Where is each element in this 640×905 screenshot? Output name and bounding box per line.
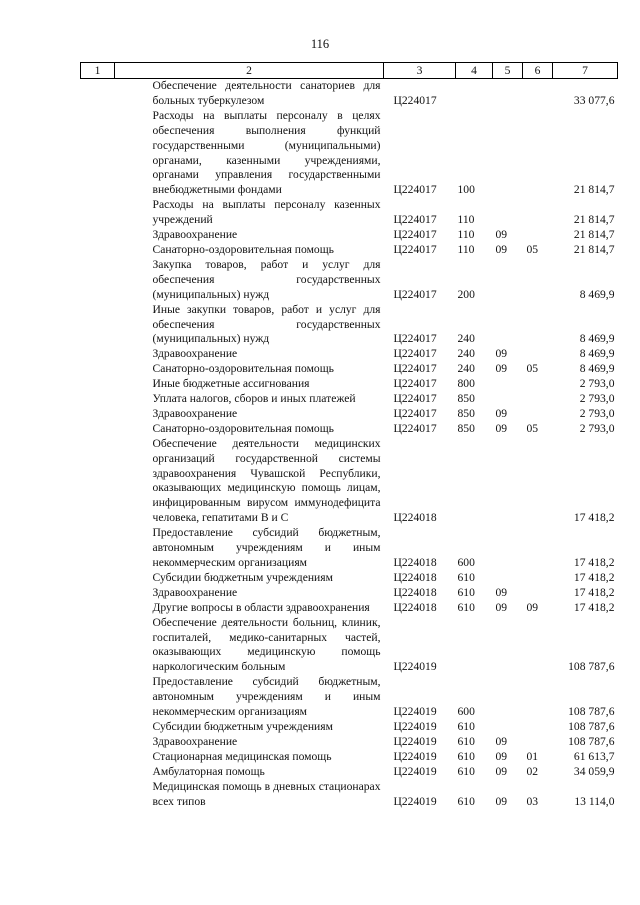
row-amount: 33 077,6 — [573, 93, 615, 107]
row-subsection — [523, 347, 553, 362]
row-amount: 2 793,0 — [579, 377, 615, 391]
row-expense-type: 610 — [457, 764, 475, 778]
row-subsection — [523, 586, 553, 601]
row-blank-cell — [81, 616, 115, 676]
row-blank-cell — [81, 362, 115, 377]
row-subsection — [523, 109, 553, 198]
table-row — [81, 362, 618, 377]
row-subsection: 09 — [526, 600, 539, 614]
row-blank-cell — [81, 243, 115, 258]
row-section — [493, 571, 523, 586]
row-target-code: Ц224017 — [393, 287, 437, 301]
row-amount: 108 787,6 — [568, 660, 615, 674]
row-expense-type: 610 — [457, 794, 475, 808]
row-description: Стационарная медицинская помощь — [152, 749, 332, 763]
row-amount: 17 418,2 — [573, 600, 615, 614]
row-amount: 2 793,0 — [579, 421, 615, 435]
table-row — [81, 258, 618, 303]
row-description: Медицинская помощь в дневных стационарах всех типов — [152, 779, 381, 808]
budget-table — [80, 62, 618, 809]
row-target-code: Ц224017 — [393, 183, 437, 197]
row-expense-type: 610 — [457, 585, 475, 599]
table-row — [81, 228, 618, 243]
row-amount: 21 814,7 — [573, 213, 615, 227]
table-row — [81, 198, 618, 228]
row-description: Уплата налогов, сборов и иных платежей — [152, 392, 356, 406]
row-description: Санаторно-оздоровительная помощь — [152, 421, 334, 435]
row-target-code: Ц224017 — [393, 421, 437, 435]
row-blank-cell — [81, 780, 115, 810]
row-section: 09 — [495, 362, 508, 376]
row-amount: 17 418,2 — [573, 511, 615, 525]
row-expense-type — [456, 616, 493, 676]
row-description: Обеспечение деятельности медицинских организаций государственной системы здравоохранения Чувашской Республики, оказывающих медицинскую помощь лицам, инфицированным вирусом иммунодефицита человека, гепатитами B и C — [152, 436, 381, 525]
row-blank-cell — [81, 720, 115, 735]
row-section: 09 — [495, 764, 508, 778]
row-expense-type: 240 — [457, 347, 475, 361]
row-section: 09 — [495, 347, 508, 361]
column-number-header — [81, 63, 618, 79]
row-subsection — [523, 79, 553, 109]
row-expense-type: 240 — [457, 332, 475, 346]
row-amount: 61 613,7 — [573, 749, 615, 763]
row-section: 09 — [495, 406, 508, 420]
row-subsection: 02 — [526, 764, 539, 778]
table-row — [81, 79, 618, 109]
table-row — [81, 407, 618, 422]
row-expense-type: 610 — [457, 600, 475, 614]
row-subsection: 01 — [526, 749, 539, 763]
table-row — [81, 109, 618, 198]
row-section: 09 — [495, 421, 508, 435]
row-expense-type: 240 — [457, 362, 475, 376]
row-section: 09 — [495, 228, 508, 242]
row-subsection — [523, 407, 553, 422]
table-row — [81, 303, 618, 348]
row-target-code: Ц224018 — [393, 600, 437, 614]
header-cell: 7 — [553, 63, 618, 79]
row-description: Здравоохранение — [152, 585, 238, 599]
row-description: Субсидии бюджетным учреждениям — [152, 719, 333, 733]
row-amount: 21 814,7 — [573, 242, 615, 256]
row-target-code: Ц224017 — [393, 332, 437, 346]
row-blank-cell — [81, 79, 115, 109]
table-row — [81, 571, 618, 586]
row-expense-type: 110 — [457, 213, 475, 227]
row-subsection: 05 — [526, 421, 539, 435]
row-description: Здравоохранение — [152, 734, 238, 748]
row-expense-type: 610 — [457, 719, 475, 733]
row-section — [493, 198, 523, 228]
row-expense-type: 800 — [457, 377, 475, 391]
row-blank-cell — [81, 377, 115, 392]
row-description: Здравоохранение — [152, 347, 238, 361]
row-description: Закупка товаров, работ и услуг для обеспечения государственных (муниципальных) нужд — [152, 257, 381, 301]
row-description: Обеспечение деятельности больниц, клиник, госпиталей, медико-санитарных частей, оказывающих медицинскую помощь наркологическим больным — [152, 615, 381, 674]
row-target-code: Ц224019 — [393, 660, 437, 674]
row-expense-type: 110 — [457, 228, 475, 242]
row-target-code: Ц224018 — [393, 570, 437, 584]
row-amount: 21 814,7 — [573, 228, 615, 242]
table-row — [81, 437, 618, 526]
header-cell: 5 — [493, 63, 523, 79]
row-blank-cell — [81, 258, 115, 303]
row-amount: 17 418,2 — [573, 556, 615, 569]
table-row — [81, 526, 618, 571]
row-expense-type: 850 — [457, 421, 475, 435]
row-expense-type: 100 — [457, 183, 475, 197]
row-amount: 108 787,6 — [568, 734, 615, 748]
row-subsection — [523, 198, 553, 228]
row-subsection — [523, 392, 553, 407]
row-section: 09 — [495, 749, 508, 763]
row-target-code: Ц224017 — [393, 242, 437, 256]
row-blank-cell — [81, 392, 115, 407]
row-section: 09 — [495, 600, 508, 614]
row-description: Иные бюджетные ассигнования — [152, 377, 310, 391]
row-target-code: Ц224017 — [393, 347, 437, 361]
row-section — [493, 675, 523, 720]
row-subsection: 05 — [526, 362, 539, 376]
row-expense-type: 610 — [457, 734, 475, 748]
page-number: 116 — [310, 37, 330, 51]
row-blank-cell — [81, 571, 115, 586]
row-description: Предоставление субсидий бюджетным, автономным учреждениям и иным некоммерческим организациям — [152, 675, 381, 719]
row-description: Санаторно-оздоровительная помощь — [152, 242, 334, 256]
row-amount: 17 418,2 — [573, 570, 615, 584]
row-blank-cell — [81, 437, 115, 526]
table-row — [81, 377, 618, 392]
row-blank-cell — [81, 303, 115, 348]
row-description: Субсидии бюджетным учреждениям — [152, 570, 333, 584]
row-description: Здравоохранение — [152, 406, 238, 420]
table-row — [81, 720, 618, 735]
header-cell: 3 — [384, 63, 456, 79]
row-target-code: Ц224018 — [393, 511, 437, 525]
row-blank-cell — [81, 198, 115, 228]
row-subsection — [523, 377, 553, 392]
row-target-code: Ц224017 — [393, 213, 437, 227]
row-section — [493, 720, 523, 735]
row-subsection — [523, 675, 553, 720]
row-description: Обеспечение деятельности санаториев для больных туберкулезом — [152, 79, 381, 107]
row-amount: 34 059,9 — [573, 764, 615, 778]
row-expense-type: 850 — [457, 392, 475, 406]
row-section — [493, 79, 523, 109]
row-amount: 2 793,0 — [579, 406, 615, 420]
table-row — [81, 601, 618, 616]
row-amount: 8 469,9 — [579, 287, 615, 301]
header-cell: 6 — [523, 63, 553, 79]
row-target-code: Ц224017 — [393, 392, 437, 406]
row-blank-cell — [81, 750, 115, 765]
row-expense-type: 610 — [457, 749, 475, 763]
row-description: Предоставление субсидий бюджетным, автономным учреждениям и иным некоммерческим организациям — [152, 526, 381, 569]
table-row — [81, 347, 618, 362]
row-subsection: 03 — [526, 794, 539, 808]
row-target-code: Ц224019 — [393, 764, 437, 778]
row-target-code: Ц224018 — [393, 585, 437, 599]
table-row — [81, 422, 618, 437]
table-row — [81, 675, 618, 720]
row-section: 09 — [495, 585, 508, 599]
row-expense-type: 850 — [457, 406, 475, 420]
table-row — [81, 616, 618, 676]
row-amount: 17 418,2 — [573, 585, 615, 599]
row-expense-type — [456, 437, 493, 526]
row-subsection: 05 — [526, 242, 539, 256]
row-blank-cell — [81, 765, 115, 780]
row-amount: 8 469,9 — [579, 362, 615, 376]
row-subsection — [523, 228, 553, 243]
row-blank-cell — [81, 586, 115, 601]
row-blank-cell — [81, 601, 115, 616]
row-section: 09 — [495, 794, 508, 808]
row-target-code: Ц224017 — [393, 377, 437, 391]
row-section — [493, 258, 523, 303]
row-blank-cell — [81, 735, 115, 750]
row-blank-cell — [81, 228, 115, 243]
row-expense-type: 600 — [457, 556, 475, 569]
row-description: Иные закупки товаров, работ и услуг для обеспечения государственных (муниципальных) нужд — [152, 302, 381, 346]
header-cell: 1 — [81, 63, 115, 79]
row-amount: 2 793,0 — [579, 392, 615, 406]
row-section — [493, 526, 523, 571]
row-subsection — [523, 616, 553, 676]
row-description: Амбулаторная помощь — [152, 764, 265, 778]
table-row — [81, 765, 618, 780]
row-blank-cell — [81, 407, 115, 422]
row-target-code: Ц224019 — [393, 749, 437, 763]
row-subsection — [523, 571, 553, 586]
row-blank-cell — [81, 422, 115, 437]
row-section: 09 — [495, 242, 508, 256]
row-section: 09 — [495, 734, 508, 748]
row-amount: 108 787,6 — [568, 705, 615, 719]
row-section — [493, 377, 523, 392]
table-row — [81, 780, 618, 810]
row-target-code: Ц224017 — [393, 362, 437, 376]
row-subsection — [523, 303, 553, 348]
row-target-code: Ц224017 — [393, 228, 437, 242]
row-expense-type: 110 — [457, 242, 475, 256]
table-row — [81, 735, 618, 750]
row-amount: 13 114,0 — [574, 794, 615, 808]
row-section — [493, 437, 523, 526]
row-subsection — [523, 735, 553, 750]
row-target-code: Ц224019 — [393, 734, 437, 748]
row-subsection — [523, 720, 553, 735]
row-expense-type: 610 — [457, 570, 475, 584]
row-amount: 8 469,9 — [579, 347, 615, 361]
row-expense-type: 200 — [457, 287, 475, 301]
row-target-code: Ц224019 — [393, 705, 437, 719]
row-expense-type — [456, 79, 493, 109]
row-target-code: Ц224017 — [393, 93, 437, 107]
header-cell: 2 — [115, 63, 384, 79]
row-subsection — [523, 437, 553, 526]
row-subsection — [523, 526, 553, 571]
row-target-code: Ц224019 — [393, 719, 437, 733]
row-section — [493, 616, 523, 676]
table-row — [81, 750, 618, 765]
row-description: Другие вопросы в области здравоохранения — [152, 600, 370, 614]
row-expense-type: 600 — [457, 705, 475, 719]
table-row — [81, 243, 618, 258]
row-description: Расходы на выплаты персоналу казенных учреждений — [152, 198, 381, 227]
row-amount: 8 469,9 — [579, 332, 615, 346]
row-blank-cell — [81, 347, 115, 362]
row-section — [493, 109, 523, 198]
row-section — [493, 392, 523, 407]
row-subsection — [523, 258, 553, 303]
row-amount: 108 787,6 — [568, 719, 615, 733]
row-amount: 21 814,7 — [573, 183, 615, 197]
table-row — [81, 392, 618, 407]
row-section — [493, 303, 523, 348]
row-blank-cell — [81, 526, 115, 571]
row-description: Расходы на выплаты персоналу в целях обеспечения выполнения функций государственными (муниципальными) органами, казенными учреждениями, органами управления государственными внебюджетными фондами — [152, 108, 381, 197]
row-description: Здравоохранение — [152, 228, 238, 242]
row-description: Санаторно-оздоровительная помощь — [152, 362, 334, 376]
row-target-code: Ц224017 — [393, 406, 437, 420]
row-target-code: Ц224018 — [393, 556, 437, 569]
header-cell: 4 — [456, 63, 493, 79]
row-target-code: Ц224019 — [393, 794, 437, 808]
row-blank-cell — [81, 109, 115, 198]
table-row — [81, 586, 618, 601]
row-blank-cell — [81, 675, 115, 720]
